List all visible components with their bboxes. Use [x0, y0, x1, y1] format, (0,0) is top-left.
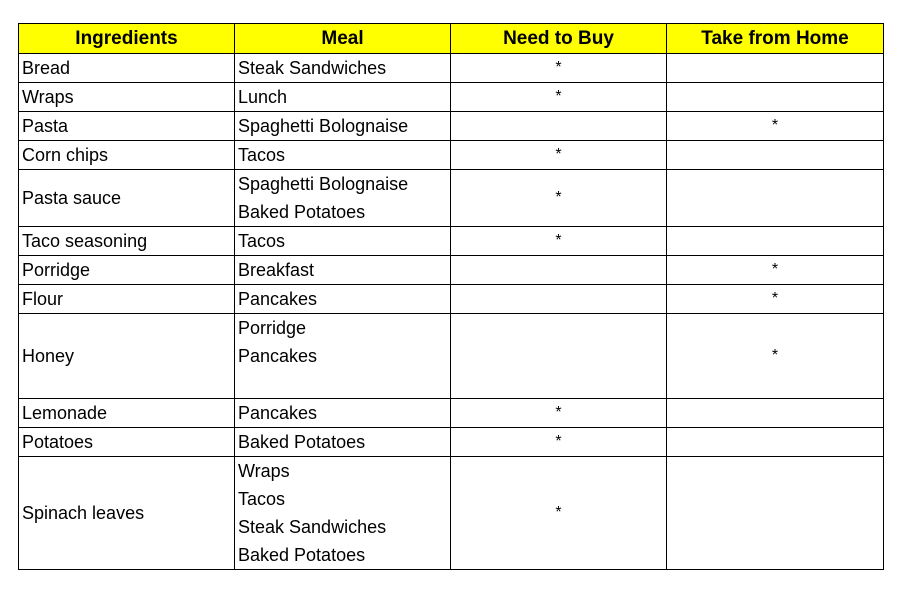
need-to-buy-cell[interactable]: * [451, 83, 667, 112]
meal-cell[interactable] [235, 314, 451, 399]
ingredient-cell[interactable]: Bread [19, 54, 235, 83]
take-from-home-cell[interactable]: * [667, 314, 884, 399]
meal-line: Steak Sandwiches [238, 517, 387, 537]
meal-cell[interactable] [235, 457, 451, 570]
table-body [19, 54, 884, 570]
meal-cell[interactable] [235, 227, 451, 256]
need-to-buy-cell[interactable] [451, 256, 667, 285]
table-row [19, 285, 884, 314]
header-row [19, 24, 884, 54]
take-from-home-cell[interactable] [667, 227, 884, 256]
table-row [19, 112, 884, 141]
need-to-buy-cell[interactable]: * [451, 457, 667, 570]
take-from-home-cell[interactable] [667, 141, 884, 170]
take-from-home-cell[interactable]: * [667, 112, 884, 141]
need-to-buy-cell[interactable] [451, 112, 667, 141]
need-to-buy-cell[interactable]: * [451, 227, 667, 256]
meal-cell[interactable] [235, 141, 451, 170]
meal-cell[interactable] [235, 54, 451, 83]
table-row [19, 399, 884, 428]
header-take-from-home[interactable]: Take from Home [667, 24, 884, 54]
table-row [19, 256, 884, 285]
meal-line: Breakfast [238, 260, 315, 280]
meal-line: Lunch [238, 87, 288, 107]
table-row [19, 83, 884, 112]
meal-line: Steak Sandwiches [238, 58, 387, 78]
take-from-home-cell[interactable] [667, 54, 884, 83]
take-from-home-cell[interactable]: * [667, 285, 884, 314]
need-to-buy-cell[interactable]: * [451, 141, 667, 170]
meal-line: Tacos [238, 145, 286, 165]
table-row [19, 457, 884, 570]
table-row [19, 314, 884, 399]
table-row [19, 170, 884, 227]
take-from-home-cell[interactable] [667, 457, 884, 570]
take-from-home-cell[interactable] [667, 428, 884, 457]
meal-cell[interactable] [235, 256, 451, 285]
meal-line: Porridge [238, 318, 307, 338]
ingredient-cell[interactable]: Pasta [19, 112, 235, 141]
need-to-buy-cell[interactable]: * [451, 170, 667, 227]
meal-line: Pancakes [238, 289, 318, 309]
table-row [19, 141, 884, 170]
meal-line: Tacos [238, 231, 286, 251]
meal-cell[interactable] [235, 112, 451, 141]
meal-cell[interactable] [235, 285, 451, 314]
meal-line: Spaghetti Bolognaise [238, 116, 409, 136]
take-from-home-cell[interactable] [667, 170, 884, 227]
meal-line: Baked Potatoes [238, 432, 366, 452]
meal-line: Baked Potatoes [238, 545, 366, 565]
need-to-buy-cell[interactable] [451, 285, 667, 314]
take-from-home-cell[interactable]: * [667, 256, 884, 285]
ingredient-cell[interactable]: Corn chips [19, 141, 235, 170]
meal-line: Wraps [238, 461, 290, 481]
ingredient-cell[interactable]: Porridge [19, 256, 235, 285]
ingredient-cell[interactable]: Flour [19, 285, 235, 314]
need-to-buy-cell[interactable]: * [451, 399, 667, 428]
meal-cell[interactable] [235, 170, 451, 227]
table-row [19, 428, 884, 457]
meal-line: Pancakes [238, 403, 318, 423]
meal-line: Spaghetti Bolognaise [238, 174, 409, 194]
meal-cell[interactable] [235, 399, 451, 428]
meal-line: Pancakes [238, 346, 318, 366]
need-to-buy-cell[interactable]: * [451, 54, 667, 83]
table-row [19, 54, 884, 83]
ingredient-cell[interactable]: Pasta sauce [19, 170, 235, 227]
ingredient-cell[interactable]: Wraps [19, 83, 235, 112]
ingredient-cell[interactable]: Potatoes [19, 428, 235, 457]
ingredient-cell[interactable]: Taco seasoning [19, 227, 235, 256]
table-row [19, 227, 884, 256]
meal-cell[interactable] [235, 83, 451, 112]
header-ingredients[interactable]: Ingredients [19, 24, 235, 54]
ingredient-cell[interactable]: Lemonade [19, 399, 235, 428]
header-meal[interactable]: Meal [235, 24, 451, 54]
meal-line: Baked Potatoes [238, 202, 366, 222]
need-to-buy-cell[interactable] [451, 314, 667, 399]
meal-line [238, 370, 450, 398]
take-from-home-cell[interactable] [667, 83, 884, 112]
meal-line: Tacos [238, 489, 286, 509]
need-to-buy-cell[interactable]: * [451, 428, 667, 457]
meal-cell[interactable] [235, 428, 451, 457]
ingredient-cell[interactable]: Honey [19, 314, 235, 399]
header-need-to-buy[interactable]: Need to Buy [451, 24, 667, 54]
ingredient-cell[interactable]: Spinach leaves [19, 457, 235, 570]
take-from-home-cell[interactable] [667, 399, 884, 428]
shopping-list-table [18, 23, 884, 570]
